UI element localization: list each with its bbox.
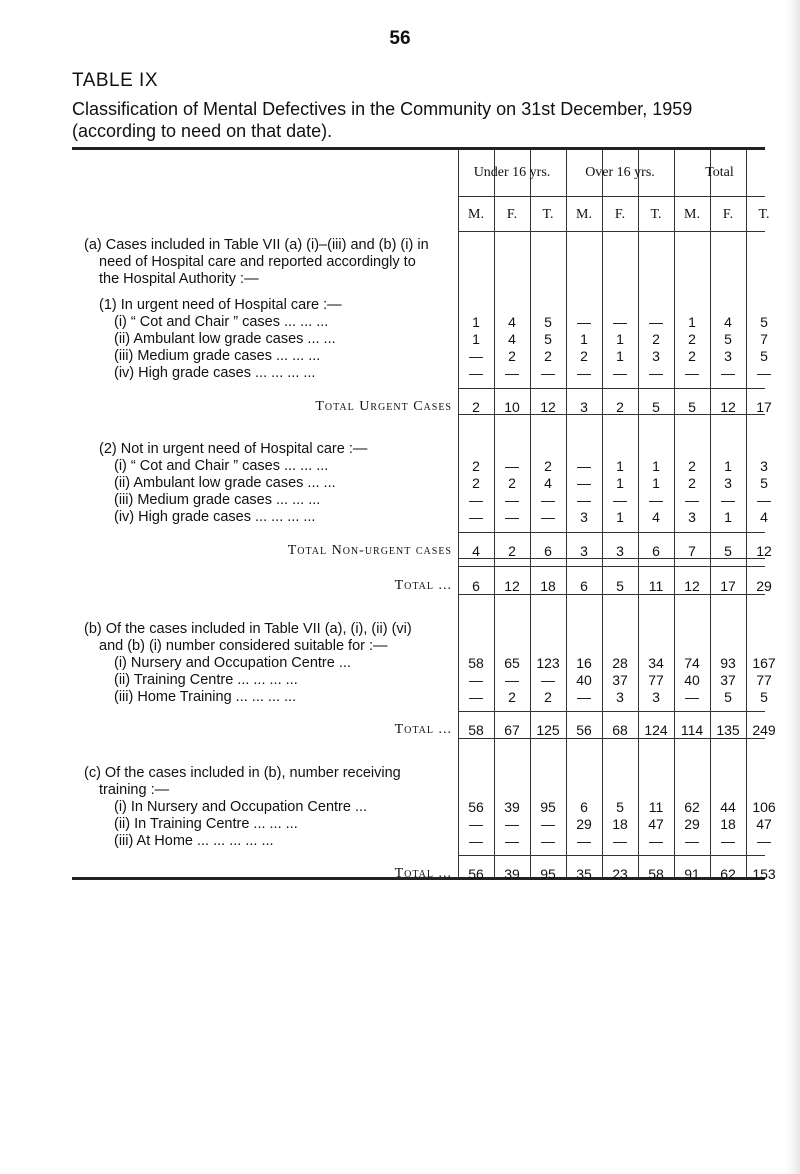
table-cell: 56	[576, 722, 592, 738]
table-cell: —	[721, 365, 735, 381]
table-cell: 5	[760, 475, 768, 491]
table-cell: 40	[576, 672, 592, 688]
table-cell: 56	[468, 866, 484, 882]
total-rule	[458, 855, 765, 856]
table-cell: 6	[652, 543, 660, 559]
table-cell: 5	[544, 314, 552, 330]
table-cell: 106	[752, 799, 776, 815]
table-cell: 2	[472, 399, 480, 415]
table-cell: —	[505, 492, 519, 508]
row-label: (iv) High grade cases ... ... ... ...	[114, 365, 316, 381]
table-cell: 58	[468, 655, 484, 671]
table-cell: 37	[720, 672, 736, 688]
table-cell: —	[613, 833, 627, 849]
table-cell: 5	[616, 799, 624, 815]
row-label: need of Hospital care and reported accordingly to	[99, 254, 416, 270]
total-rule	[458, 738, 765, 739]
column-header: M.	[468, 207, 484, 222]
table-cell: —	[649, 365, 663, 381]
table-cell: 95	[540, 799, 556, 815]
table-cell: —	[541, 509, 555, 525]
table-cell: 4	[508, 314, 516, 330]
row-label: (ii) Training Centre ... ... ... ...	[114, 672, 298, 688]
column-header: M.	[684, 207, 700, 222]
table-cell: 125	[536, 722, 560, 738]
row-label: (iii) Medium grade cases ... ... ...	[114, 348, 321, 364]
row-label: (2) Not in urgent need of Hospital care :—	[99, 441, 368, 457]
table-cell: —	[685, 492, 699, 508]
table-cell: 12	[684, 578, 700, 594]
table-cell: 7	[688, 543, 696, 559]
table-cell: 6	[472, 578, 480, 594]
table-cell: 18	[612, 816, 628, 832]
table-cell: 4	[760, 509, 768, 525]
table-cell: —	[577, 314, 591, 330]
total-rule	[458, 388, 765, 389]
table-cell: 77	[756, 672, 772, 688]
table-cell: 12	[720, 399, 736, 415]
table-cell: —	[505, 833, 519, 849]
row-label: (i) In Nursery and Occupation Centre ...	[114, 799, 368, 815]
table-cell: 5	[616, 578, 624, 594]
row-label: (b) Of the cases included in Table VII (a), (i), (ii) (vi)	[84, 621, 412, 637]
table-cell: 1	[616, 509, 624, 525]
table-cell: 29	[684, 816, 700, 832]
table-cell: 58	[468, 722, 484, 738]
table-cell: 40	[684, 672, 700, 688]
table-cell: —	[469, 689, 483, 705]
table-cell: —	[541, 816, 555, 832]
table-cell: 6	[580, 799, 588, 815]
table-cell: 11	[648, 799, 664, 815]
table-cell: —	[469, 509, 483, 525]
table-cell: 37	[612, 672, 628, 688]
table-cell: 17	[756, 399, 772, 415]
table-cell: 1	[472, 314, 480, 330]
table-cell: 1	[724, 509, 732, 525]
table-cell: 2	[688, 348, 696, 364]
total-rule	[458, 532, 765, 533]
table-cell: —	[469, 672, 483, 688]
table-cell: 2	[472, 458, 480, 474]
row-label: (c) Of the cases included in (b), number receiving	[84, 765, 401, 781]
table-cell: 2	[652, 331, 660, 347]
row-label: (iv) High grade cases ... ... ... ...	[114, 509, 316, 525]
table-cell: 123	[536, 655, 560, 671]
table-cell: 34	[648, 655, 664, 671]
table-cell: —	[541, 365, 555, 381]
total-rule	[458, 711, 765, 712]
table-cell: 39	[504, 799, 520, 815]
header-rule	[458, 231, 765, 232]
column-header: F.	[506, 207, 518, 222]
table-cell: —	[577, 689, 591, 705]
table-cell: 95	[540, 866, 556, 882]
table-cell: 249	[752, 722, 776, 738]
table-cell: 17	[720, 578, 736, 594]
row-label: and (b) (i) number considered suitable for :—	[99, 638, 388, 654]
table-cell: —	[613, 365, 627, 381]
column-header: F.	[614, 207, 626, 222]
row-label: training :—	[99, 782, 170, 798]
table-cell: —	[469, 492, 483, 508]
table-cell: 3	[760, 458, 768, 474]
row-label: (ii) Ambulant low grade cases ... ...	[114, 331, 336, 347]
table-cell: 12	[756, 543, 772, 559]
table-cell: 10	[504, 399, 520, 415]
table-cell: 3	[580, 509, 588, 525]
header-rule	[458, 196, 765, 197]
table-cell: —	[505, 365, 519, 381]
table-cell: 2	[508, 543, 516, 559]
column-header: M.	[576, 207, 592, 222]
table-cell: —	[577, 475, 591, 491]
table-cell: 6	[544, 543, 552, 559]
table-cell: 4	[652, 509, 660, 525]
table-cell: —	[541, 672, 555, 688]
table-cell: 4	[724, 314, 732, 330]
table-cell: 3	[616, 689, 624, 705]
table-cell: 11	[648, 578, 664, 594]
table-cell: 2	[616, 399, 624, 415]
group-header: Total	[705, 165, 734, 180]
table-cell: —	[721, 492, 735, 508]
total-label: Total ...	[394, 722, 452, 737]
table-cell: 39	[504, 866, 520, 882]
table-cell: 5	[724, 543, 732, 559]
table-cell: 2	[472, 475, 480, 491]
table-cell: —	[541, 833, 555, 849]
table-cell: —	[541, 492, 555, 508]
table-cell: 5	[652, 399, 660, 415]
table-cell: 2	[544, 458, 552, 474]
table-cell: 135	[716, 722, 740, 738]
table-cell: 91	[684, 866, 700, 882]
table-cell: —	[469, 348, 483, 364]
table-cell: 124	[644, 722, 668, 738]
row-label: (a) Cases included in Table VII (a) (i)–(iii) and (b) (i) in	[84, 237, 429, 253]
column-header: T.	[650, 207, 662, 222]
table-cell: 5	[760, 314, 768, 330]
table-cell: 1	[616, 331, 624, 347]
table-cell: 93	[720, 655, 736, 671]
table-cell: 3	[724, 475, 732, 491]
table-cell: 4	[472, 543, 480, 559]
row-label: (ii) In Training Centre ... ... ...	[114, 816, 298, 832]
table-cell: 2	[508, 475, 516, 491]
table-cell: —	[577, 492, 591, 508]
table-cell: 2	[508, 689, 516, 705]
table-cell: 6	[580, 578, 588, 594]
table-cell: 47	[756, 816, 772, 832]
table-cell: —	[649, 314, 663, 330]
table-cell: —	[685, 365, 699, 381]
table-cell: 3	[580, 543, 588, 559]
table-cell: 2	[544, 689, 552, 705]
row-label: the Hospital Authority :—	[99, 271, 259, 287]
total-label: Total ...	[394, 578, 452, 593]
table-cell: 167	[752, 655, 776, 671]
table-cell: 153	[752, 866, 776, 882]
column-header: F.	[722, 207, 734, 222]
table-cell: 2	[544, 348, 552, 364]
page-number: 56	[389, 28, 411, 49]
table-cell: 74	[684, 655, 700, 671]
table-cell: 16	[576, 655, 592, 671]
table-cell: 3	[580, 399, 588, 415]
table-cell: 3	[616, 543, 624, 559]
table-cell: 35	[576, 866, 592, 882]
table-cell: 77	[648, 672, 664, 688]
table-cell: 3	[724, 348, 732, 364]
table-cell: 1	[724, 458, 732, 474]
table-cell: 62	[684, 799, 700, 815]
column-header: T.	[542, 207, 554, 222]
table-cell: —	[649, 492, 663, 508]
table-cell: —	[469, 365, 483, 381]
table-title: TABLE IX	[72, 70, 159, 91]
table-frame	[72, 147, 776, 882]
table-cell: 5	[544, 331, 552, 347]
table-cell: —	[577, 833, 591, 849]
table-cell: 2	[508, 348, 516, 364]
row-label: (i) “ Cot and Chair ” cases ... ... ...	[114, 458, 329, 474]
table-caption: Classification of Mental Defectives in the Community on 31st December, 1959 (according to need on that date).	[72, 99, 693, 141]
table-cell: 67	[504, 722, 520, 738]
column-header: T.	[758, 207, 770, 222]
table-cell: 1	[652, 458, 660, 474]
table-cell: 4	[544, 475, 552, 491]
row-label: (i) “ Cot and Chair ” cases ... ... ...	[114, 314, 329, 330]
total-label: Total Non-urgent cases	[287, 543, 452, 558]
table-cell: —	[577, 458, 591, 474]
total-label: Total ...	[394, 866, 452, 881]
row-label: (ii) Ambulant low grade cases ... ...	[114, 475, 336, 491]
table-cell: —	[757, 365, 771, 381]
table-cell: —	[577, 365, 591, 381]
table-cell: 65	[504, 655, 520, 671]
row-label: (1) In urgent need of Hospital care :—	[99, 297, 342, 313]
table-cell: —	[505, 672, 519, 688]
table-cell: 1	[616, 348, 624, 364]
row-label: (iii) At Home ... ... ... ... ...	[114, 833, 274, 849]
table-cell: 2	[688, 475, 696, 491]
total-rule	[458, 566, 765, 567]
row-label: (iii) Home Training ... ... ... ...	[114, 689, 297, 705]
table-cell: 18	[540, 578, 556, 594]
table-cell: 56	[468, 799, 484, 815]
table-cell: 12	[504, 578, 520, 594]
table-cell: —	[469, 833, 483, 849]
row-label: (iii) Medium grade cases ... ... ...	[114, 492, 321, 508]
table-cell: 5	[724, 331, 732, 347]
table-cell: —	[505, 816, 519, 832]
group-header: Over 16 yrs.	[585, 165, 655, 180]
table-cell: 18	[720, 816, 736, 832]
table-cell: 23	[612, 866, 628, 882]
table-cell: —	[649, 833, 663, 849]
table-cell: —	[757, 833, 771, 849]
table-cell: 29	[756, 578, 772, 594]
table-cell: 3	[688, 509, 696, 525]
table-cell: 62	[720, 866, 736, 882]
table-cell: —	[613, 314, 627, 330]
table-cell: 3	[652, 348, 660, 364]
scan-edge	[786, 0, 800, 1174]
table-cell: 5	[760, 348, 768, 364]
table-cell: 114	[680, 722, 704, 738]
table-cell: 1	[616, 458, 624, 474]
table-cell: 1	[688, 314, 696, 330]
group-header: Under 16 yrs.	[473, 165, 551, 180]
table-cell: 4	[508, 331, 516, 347]
table-cell: —	[757, 492, 771, 508]
table-cell: —	[505, 509, 519, 525]
table-cell: 44	[720, 799, 736, 815]
total-rule	[458, 594, 765, 595]
table-cell: 5	[724, 689, 732, 705]
table-cell: 5	[760, 689, 768, 705]
table-cell: —	[721, 833, 735, 849]
table-cell: 2	[688, 458, 696, 474]
table-cell: —	[469, 816, 483, 832]
table-cell: —	[685, 689, 699, 705]
total-label: Total Urgent Cases	[315, 399, 452, 414]
table-cell: 47	[648, 816, 664, 832]
table-cell: 3	[652, 689, 660, 705]
table-cell: —	[685, 833, 699, 849]
table-cell: 1	[616, 475, 624, 491]
row-label: (i) Nursery and Occupation Centre ...	[114, 655, 351, 671]
table-cell: —	[505, 458, 519, 474]
table-cell: 29	[576, 816, 592, 832]
table-cell: 28	[612, 655, 628, 671]
table-cell: —	[613, 492, 627, 508]
table-cell: 1	[652, 475, 660, 491]
table-cell: 7	[760, 331, 768, 347]
table-cell: 2	[688, 331, 696, 347]
table-cell: 58	[648, 866, 664, 882]
table-cell: 2	[580, 348, 588, 364]
table-cell: 68	[612, 722, 628, 738]
table-cell: 1	[580, 331, 588, 347]
table-cell: 5	[688, 399, 696, 415]
table-cell: 1	[472, 331, 480, 347]
table-cell: 12	[540, 399, 556, 415]
